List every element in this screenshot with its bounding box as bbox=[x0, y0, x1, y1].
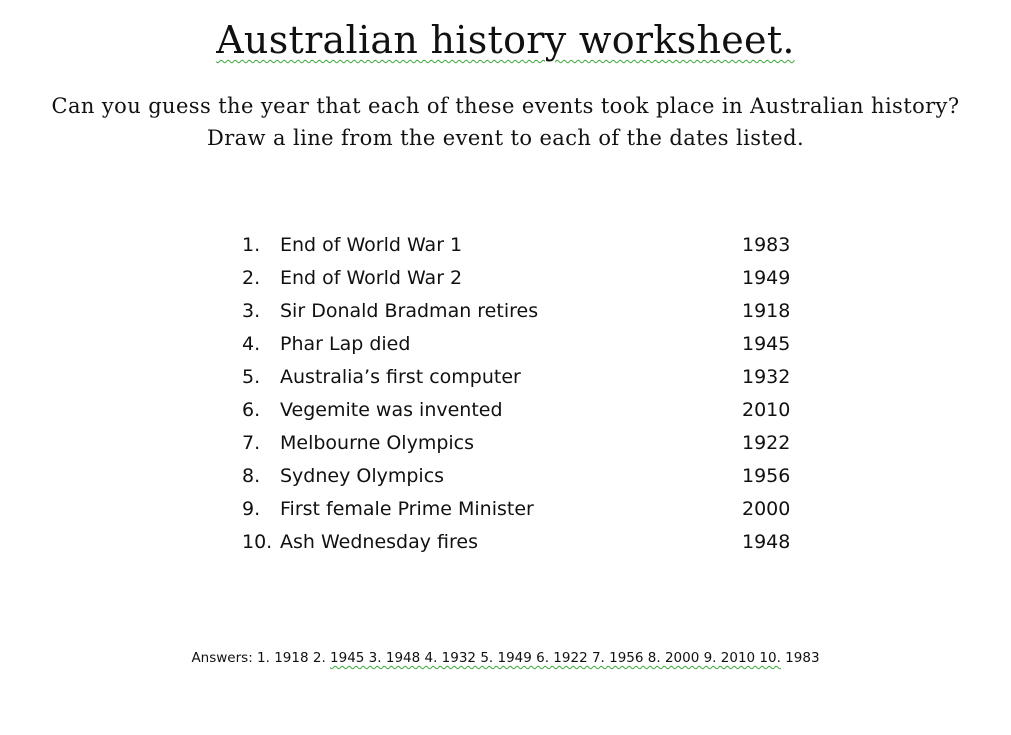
event-name: End of World War 2 bbox=[280, 267, 463, 289]
event-row bbox=[242, 328, 802, 361]
event-name: Phar Lap died bbox=[280, 333, 411, 355]
event-row bbox=[242, 229, 802, 262]
event-year: 2000 bbox=[742, 498, 791, 520]
worksheet-title bbox=[0, 14, 1011, 66]
answers-prefix: Answers: 1. 1918 2. bbox=[191, 650, 331, 666]
event-year: 2010 bbox=[742, 399, 791, 421]
event-number: 6. bbox=[242, 399, 261, 421]
event-row bbox=[242, 493, 802, 526]
event-name: Sydney Olympics bbox=[280, 465, 445, 487]
event-name: Melbourne Olympics bbox=[280, 432, 475, 454]
event-row bbox=[242, 262, 802, 295]
event-row bbox=[242, 427, 802, 460]
event-row bbox=[242, 361, 802, 394]
event-year: 1949 bbox=[742, 267, 791, 289]
event-number: 1. bbox=[242, 234, 261, 256]
event-number: 3. bbox=[242, 300, 261, 322]
event-number: 9. bbox=[242, 498, 261, 520]
instructions bbox=[0, 90, 1011, 154]
event-year: 1922 bbox=[742, 432, 791, 454]
event-number: 2. bbox=[242, 267, 261, 289]
event-name: Australia’s first computer bbox=[280, 366, 521, 388]
events-list bbox=[242, 229, 802, 559]
event-year: 1945 bbox=[742, 333, 791, 355]
event-year: 1932 bbox=[742, 366, 791, 388]
event-year: 1948 bbox=[742, 531, 791, 553]
event-row bbox=[242, 526, 802, 559]
event-row bbox=[242, 460, 802, 493]
event-name: First female Prime Minister bbox=[280, 498, 534, 520]
instruction-line: Can you guess the year that each of these events took place in Australian history? bbox=[51, 94, 960, 118]
event-name: Ash Wednesday fires bbox=[280, 531, 478, 553]
answers-line bbox=[0, 648, 1011, 668]
event-number: 7. bbox=[242, 432, 261, 454]
event-row bbox=[242, 394, 802, 427]
instruction-line: Draw a line from the event to each of the dates listed. bbox=[206, 126, 805, 150]
event-row bbox=[242, 295, 802, 328]
event-name: Vegemite was invented bbox=[280, 399, 503, 421]
answers-body: 1945 3. 1948 4. 1932 5. 1949 6. 1922 7. 1956 8. 2000 9. 2010 10. bbox=[330, 650, 781, 666]
event-number: 10. bbox=[242, 531, 273, 553]
event-name: Sir Donald Bradman retires bbox=[280, 300, 539, 322]
answers-suffix: 1983 bbox=[780, 650, 820, 666]
event-number: 8. bbox=[242, 465, 261, 487]
event-name: End of World War 1 bbox=[280, 234, 463, 256]
event-year: 1983 bbox=[742, 234, 791, 256]
event-number: 5. bbox=[242, 366, 261, 388]
event-number: 4. bbox=[242, 333, 261, 355]
event-year: 1956 bbox=[742, 465, 791, 487]
worksheet-title-text: Australian history worksheet. bbox=[216, 18, 795, 62]
event-year: 1918 bbox=[742, 300, 791, 322]
